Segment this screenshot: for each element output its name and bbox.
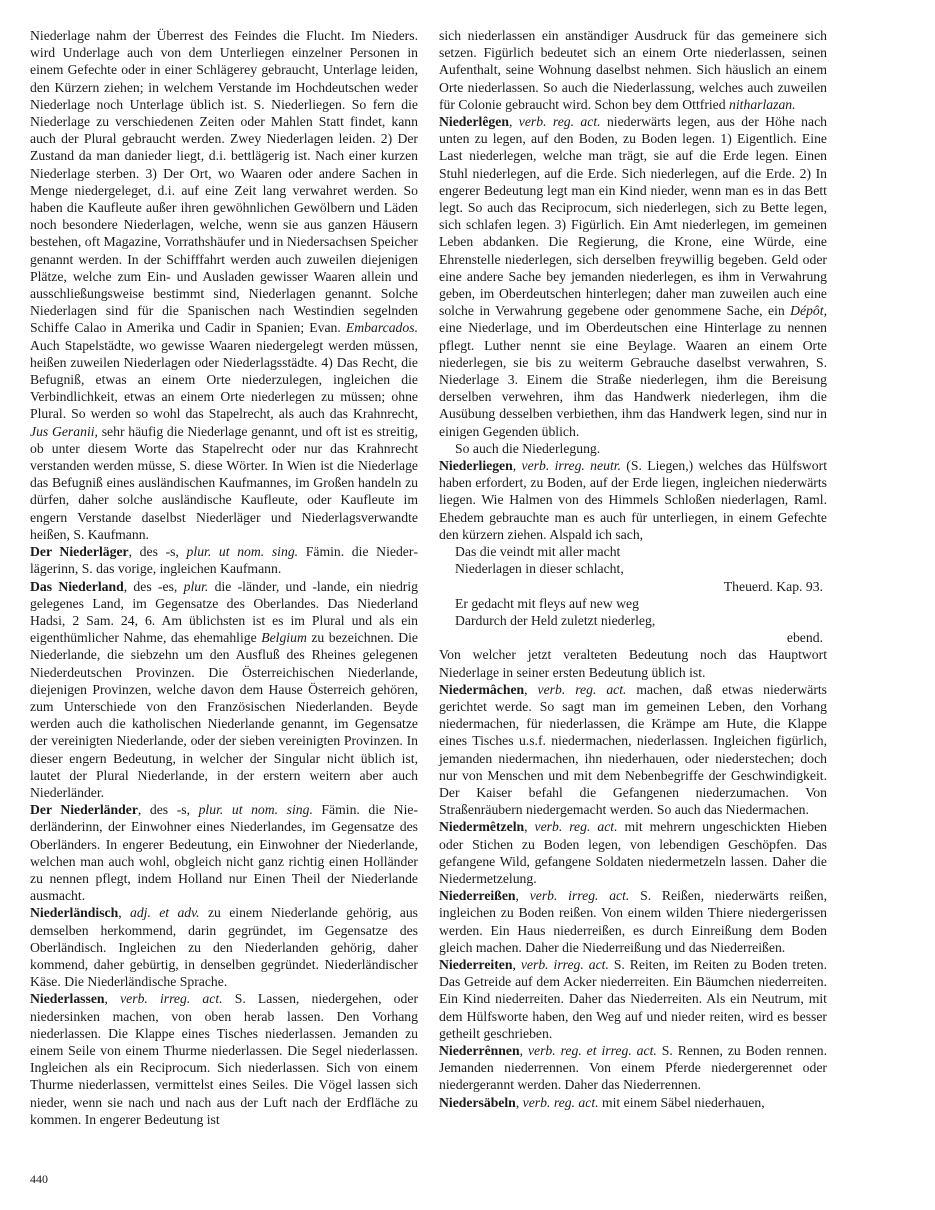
headword: Niedermêtzeln <box>439 819 525 835</box>
verse-line: Niederlagen in dieser schlacht, <box>455 561 624 577</box>
headword: Das Niederland <box>30 578 124 594</box>
entry-niederlegen: Niederlêgen, verb. reg. act. niederwärts legen, aus der Höhe nach unten zu legen, auf den Boden, zu Boden legen. 1) Eigentlich. Eine Last niederlegen, welche man trägt, sie auf die Erde legen. Einen Stuhl niederlegen, auf die Erde. Sich niederlegen, auf die Erde. 2) In engerer Bedeutung legt man ein Kind nieder, wenn man es in das Bett legt. So auch das Reciprocum, sich niederlegen, sich zu Bette legen, sich schlafen legen. 3) Figürlich. Ein Amt niederlegen, im gemeinen Leben abdanken. Die Regierung, die Krone, eine Würde, eine Ehrenstelle niederlegen, sich derselben freywillig begeben. Geld oder eine andere Sache bey jemanden niederlegen, es ihm in Verwahrung geben, im Oberdeutschen hinterlegen; daher man zuweilen auch eine solche in Verwahrung gegebene oder genommene Sache, ein Dépôt, eine Niederlage, und im Oberdeutschen eine Hinterlage zu nennen pflegt. Luther nennt sie eine Beylage. Waaren an einem Orte niederlegen, sie bis zu weiterm Gebrauche daselbst verwahren, S. Niederlage 3. Einem die Straße niederlegen, ihm die Bereisung derselben verwehren, ihm das Handwerk niederlegen, ihm die Ausübung desselben verbiethen, ihm das Handwerk legen, sind nur in einigen Gegenden üblich. <box>439 114 828 439</box>
verse-source: Theuerd. Kap. 93. <box>723 578 823 594</box>
headword: Niedersäbeln <box>439 1094 516 1110</box>
entry-niederrennen: Niederrênnen, verb. reg. et irreg. act. S. Rennen, zu Boden rennen. Jemanden niederrennen. Von einem Pferde niedergerennet oder niedergerannt werden. Daher das Niederrennen. <box>439 1042 827 1093</box>
page-number: 440 <box>30 1172 48 1186</box>
entry-niederreissen: Niederreißen, verb. irreg. act. S. Reißen, niederwärts reißen, ingleichen zu Boden reißen. Von einem wilden Thiere niedergerissen werden. Ein Haus niederreißen, es durch Einreißung dem Boden gleich machen. Daher die Niederreißung und das Niederreißen. <box>439 888 827 955</box>
entry-niederlaendisch: Niederländisch, adj. et adv. zu einem Niederlande gehörig, aus demselben herkommend, darin gegründet, im Gegensatze des Oberländisch. Ingleichen zu den Niederlanden gehörig, daher kommend, daher gebürtig, in denselben gegründet. Niederländischer Käse. Die Niederländische Sprache. <box>30 905 418 990</box>
entry-niedermachen: Niedermâchen, verb. reg. act. machen, daß etwas niederwärts gerichtet werde. So sagt man im gemeinen Leben, den Vorhang niedermachen, für niederlassen, die Krämpe am Hute, die Klappe eines Tisches u.s.f. niedermachen, niederlassen. Ingleichen figürlich, jemanden niedermachen, ihn niederhauen, oder niederstechen; doch nur von Menschen und mit dem Nebenbegriffe der Geschwindigkeit. Der Kaiser befahl die Gefangenen niederzumachen. Von Straßenräubern niedergemacht werden. So auch das Niedermachen. <box>439 681 828 818</box>
verse-quote <box>439 543 827 646</box>
entry-niederlaender: Der Niederländer, des -s, plur. ut nom. sing. Fämin. die Niederländerinn, der Einwohner eines Niederlandes, im Gegensatze des Oberländers. In engerer Bedeutung, ein Einwohner der Niederlande, welchen man auch wohl, obgleich nicht ganz richtig einen Holländer zu nennen pflegt, indem Holland nur Einen Theil der Niederlande ausmacht. <box>30 802 419 904</box>
headword: Niederrênnen <box>439 1042 520 1058</box>
headword: Der Niederläger <box>30 544 129 560</box>
entry-niederlegen-note: So auch die Niederlegung. <box>455 440 601 456</box>
entry-niederlage-continued: Niederlage nahm der Überrest des Feindes die Flucht. Im Nieders. wird Underlage auch von dem Unterliegen einzelner Personen in einem Gefechte oder in einer Schlägerey gebraucht, Unterlage leiden, den Kürzern ziehen; in welchem Verstande im Hochdeutschen weder Niederlage noch Unterlage üblich ist. S. Niederliegen. So fern die Niederlage zu verschiedenen Zeiten oder Mahlen Statt findet, kann auch der Plural gebraucht werden. Zwey Niederlagen leiden. 2) Der Zustand da man danieder liegt, d.i. bettlägerig ist. Nach einer kurzen Niederlage sterben. 3) Der Ort, wo Waaren oder andere Sachen in Menge niedergeleget, d.i. auf eine Zeit lang verwahret werden. So haben die Kaufleute außer ihren gewöhnlichen Gewölbern und Läden noch besondere Niederlagen, welche, wenn sie aus ganzen Häusern bestehen, oft Magazine, Vorrathshäufer und in Niedersachsen Speicher genannt werden. In der Schifffahrt werden auch zuweilen diejenigen Plätze, welche zum Ein- und Ausladen gewisser Waaren allein und ausschließungsweise bestimmt sind, Niederlagen genannt. Solche Niederlagen sind für die Spanischen nach Westindien segelnden Schiffe Calao in Amerika und Cadir in Spanien; Evan. Embarcados. Auch Stapelstädte, wo gewisse Waaren niedergelegt werden müssen, heißen zuweilen Niederlagen oder Niederlagsstädte. 4) Das Recht, die Befugniß, etwas an einem Orte niederzulegen, ingleichen die Verbindlichkeit, etwas an einem Orte niederlegen zu müssen; ohne Plural. So werden so wohl das Stapelrecht, als auch das Krahnrecht, Jus Geranii, sehr häufig die Niederlage genannt, und oft ist es streitig, ob unter diesem Worte das Stapelrecht oder nur das Krahnrecht verstanden werden müsse, S. diese Wörter. In Wien ist die Niederlage das Befugniß eines ausländischen Kaufmannes, im Großen handeln zu dürfen, daher solche ausländische Kaufleute, oder Kaufleute im engern Verstande daselbst Niederläger und Niederlagsverwandte heißen, S. Kaufmann. <box>30 28 419 542</box>
dictionary-page <box>30 27 918 1187</box>
verse-line: Das die veindt mit aller macht <box>455 544 621 560</box>
left-column <box>30 27 418 1128</box>
headword: Niederreiten <box>439 956 513 972</box>
entry-niederland: Das Niederland, des -es, plur. die -länder, und -lande, ein niedrig gelegenes Land, im Gegensatze des Oberlandes. Das Niederland Hadsi, 2 Sam. 24, 6. Am üblichsten ist es im Plural und als ein eigenthümlicher Nahme, das ehemahlige Belgium zu bezeichnen. Die Niederlande, die siebzehn um den Ausfluß des Rheines gelegenen Niederdeutschen Provinzen. Die Österreichischen Niederlande, diejenigen Provinzen, welche davon dem Hause Österreich gehören, zum Unterschiede von den Französischen Niederlanden. Beyde werden auch die katholischen Niederlande genannt, im Gegensatze der vereinigten Niederlande, oder der sieben vereinigten Provinzen. In dieser engern Bedeutung, in welcher der Singular nicht üblich ist, lautet der Plural Niederlande, in der erstern weitern aber auch Niederländer. <box>30 578 418 800</box>
headword: Niederländisch <box>30 905 119 921</box>
headword: Niedermâchen <box>439 681 525 697</box>
entry-niederliegen-note: Von welcher jetzt veralteten Bedeutung noch das Hauptwort Niederlage in seiner ersten Bedeutung üblich ist. <box>439 647 827 680</box>
entry-niederreiten: Niederreiten, verb. irreg. act. S. Reiten, im Reiten zu Boden treten. Das Getreide auf dem Acker niederreiten. Ein Bäumchen niederreiten. Ein Kind niederreiten. Daher das Niederreiten. Als ein Neutrum, mit dem Hülfsworte haben, den Weg auf und nieder reiten, wird es besser getheilt geschrieben. <box>439 956 827 1041</box>
headword: Niederlassen <box>30 991 105 1007</box>
verse-line: Er gedacht mit fleys auf new weg <box>455 595 639 611</box>
entry-niederlassen: Niederlassen, verb. irreg. act. S. Lassen, niedergehen, oder niedersinken machen, von oben herab lassen. Den Vorhang niederlassen. Die Klappe eines Tisches niederlassen. Jemanden zu einem Seile von einem Thurme niederlassen. Die Segel niederlassen. Ingleichen als ein Reciprocum. Sich niederlassen. Sich von einem Thurme niederlassen, vermittelst eines Seiles. Die Vögel lassen sich nieder, wenn sie nach und nach aus der Luft nach der Erdfläche zu kommen. In engerer Bedeutung ist <box>30 991 419 1127</box>
entry-niedermetzeln: Niedermêtzeln, verb. reg. act. mit mehrern ungeschickten Hieben oder Stichen zu Boden legen, von lebendigen Geschöpfen. Das gefangene Wild, gefangene Soldaten niedermetzeln lassen. Daher die Niedermetzelung. <box>439 819 828 886</box>
headword: Niederlêgen <box>439 114 509 130</box>
entry-niederlassen-continued: sich niederlassen ein anständiger Ausdruck für das gemeinere sich setzen. Figürlich bedeutet sich an einem Orte niederlassen, seinen Aufenthalt, seine Wohnung daselbst nehmen. Sich häuslich an einem Orte niederlassen. So auch die Niederlassung, welches auch zuweilen für Colonie gebraucht wird. Schon bey dem Ottfried nitharlazan. <box>439 28 827 112</box>
verse-source: ebend. <box>786 630 823 646</box>
entry-niederlaeger: Der Niederläger, des -s, plur. ut nom. sing. Fämin. die Niederlägerinn, S. das vorige, ingleichen Kaufmann. <box>30 544 418 577</box>
verse-line: Dardurch der Held zuletzt niederleg, <box>455 612 656 628</box>
headword: Niederreißen <box>439 888 516 904</box>
entry-niederliegen: Niederliegen, verb. irreg. neutr. (S. Liegen,) welches das Hülfswort haben erfordert, zu Boden, auf der Erde liegen, ingleichen niederwärts liegen. Wie Halmen von des Himmels Schloßen niederlagen, Raml. Ehedem gebrauchte man es auch für unterliegen, in einem Gefechte den kürzern ziehen. Alspald ich sach, <box>439 458 828 542</box>
entry-niedersaebeln: Niedersäbeln, verb. reg. act. mit einem Säbel niederhauen, <box>439 1094 765 1110</box>
headword: Niederliegen <box>439 458 513 474</box>
right-column <box>439 27 827 1111</box>
headword: Der Niederländer <box>30 802 138 818</box>
